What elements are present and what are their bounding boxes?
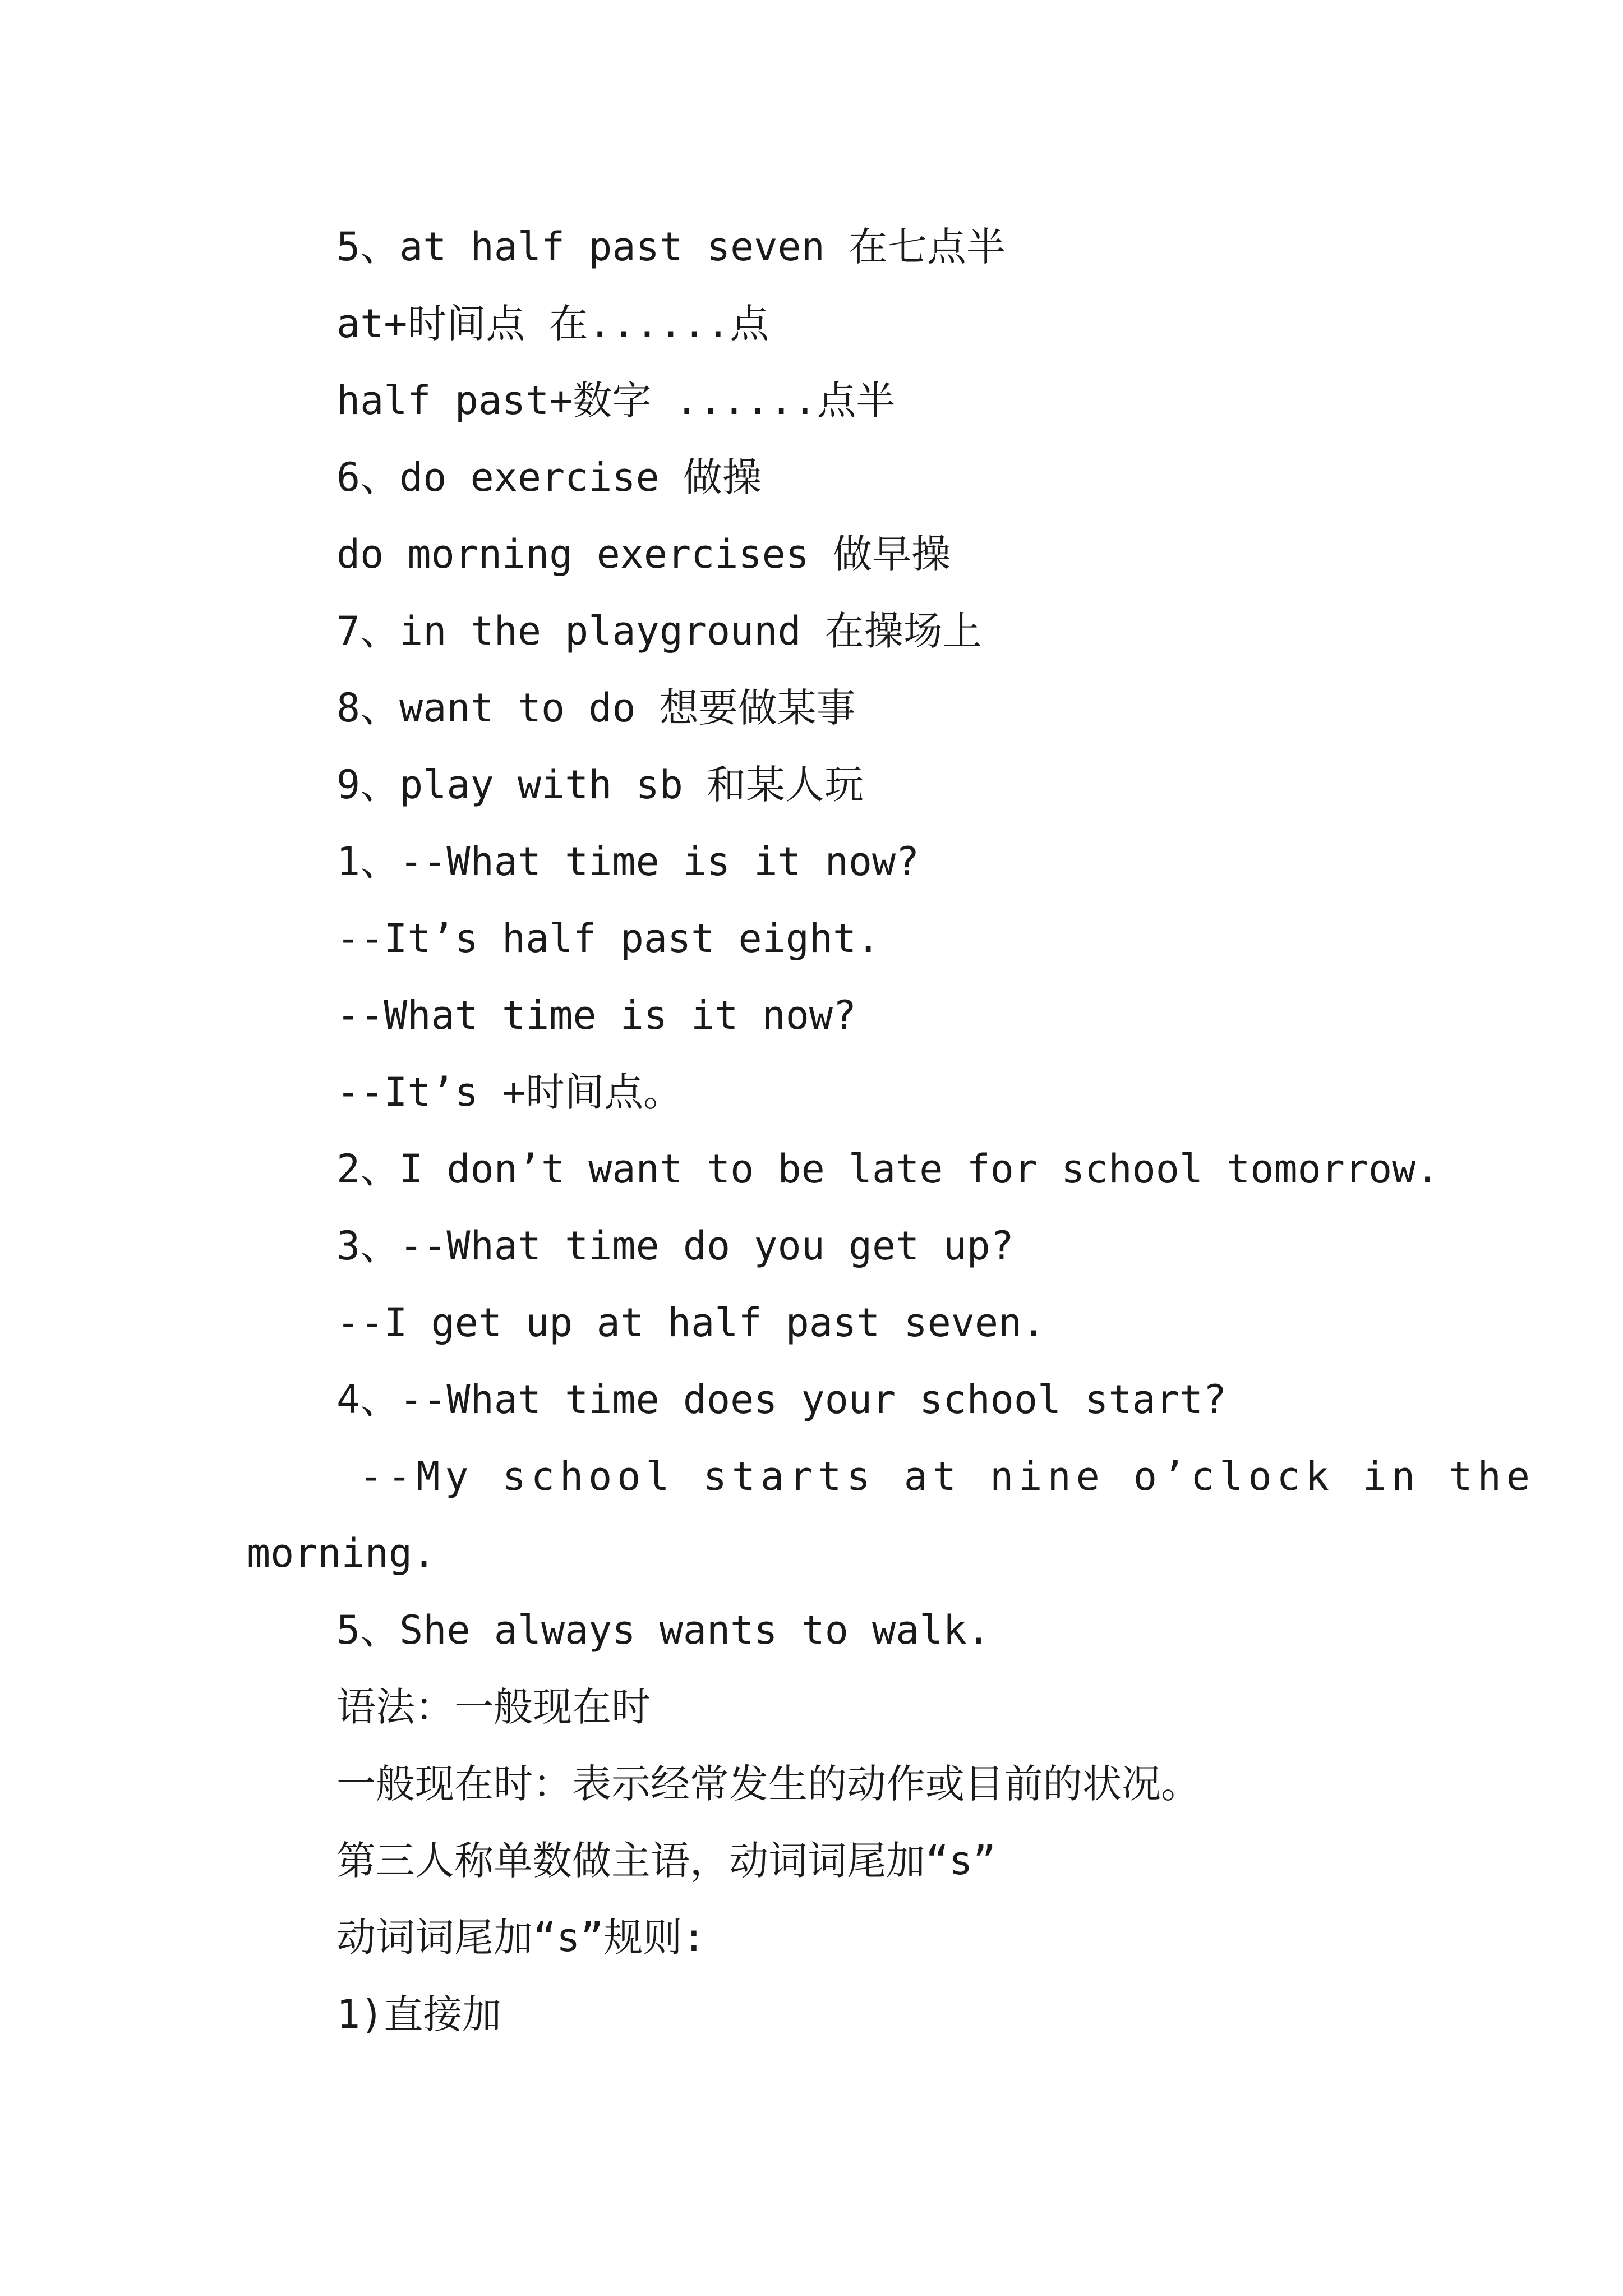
text-line: 5、She always wants to walk. (336, 1607, 990, 1653)
text-line: at+时间点 在......点 (336, 301, 769, 347)
text-line: 一般现在时：表示经常发生的动作或目前的状况。 (336, 1761, 1200, 1807)
text-line: --I get up at half past seven. (336, 1300, 1046, 1346)
text-line: 6、do exercise 做操 (336, 454, 762, 500)
text-line: 2、I don’t want to be late for school tomorrow. (336, 1146, 1440, 1192)
document-body (247, 209, 1535, 2053)
text-line: --It’s half past eight. (336, 915, 880, 961)
text-line: 7、in the playground 在操场上 (336, 608, 982, 654)
text-line: --It’s +时间点。 (336, 1069, 683, 1115)
text-line: --What time is it now? (336, 992, 857, 1038)
text-line: 第三人称单数做主语，动词词尾加“s” (336, 1838, 997, 1884)
text-line: 5、at half past seven 在七点半 (336, 224, 1006, 270)
text-line: 9、play with sb 和某人玩 (336, 762, 864, 808)
text-line: --My school starts at nine o’clock in the (359, 1453, 1535, 1499)
text-line: half past+数字 ......点半 (336, 378, 896, 424)
text-line: do morning exercises 做早操 (336, 531, 951, 577)
text-line: 3、--What time do you get up? (336, 1223, 1014, 1269)
text-line: 1)直接加 (336, 1991, 502, 2037)
text-line: 8、want to do 想要做某事 (336, 685, 856, 731)
text-line: 4、--What time does your school start? (336, 1377, 1227, 1423)
text-line: 动词词尾加“s”规则: (336, 1915, 706, 1961)
text-line: 1、--What time is it now? (336, 839, 920, 885)
text-line: morning. (247, 1530, 436, 1576)
text-line: 语法：一般现在时 (336, 1684, 651, 1730)
